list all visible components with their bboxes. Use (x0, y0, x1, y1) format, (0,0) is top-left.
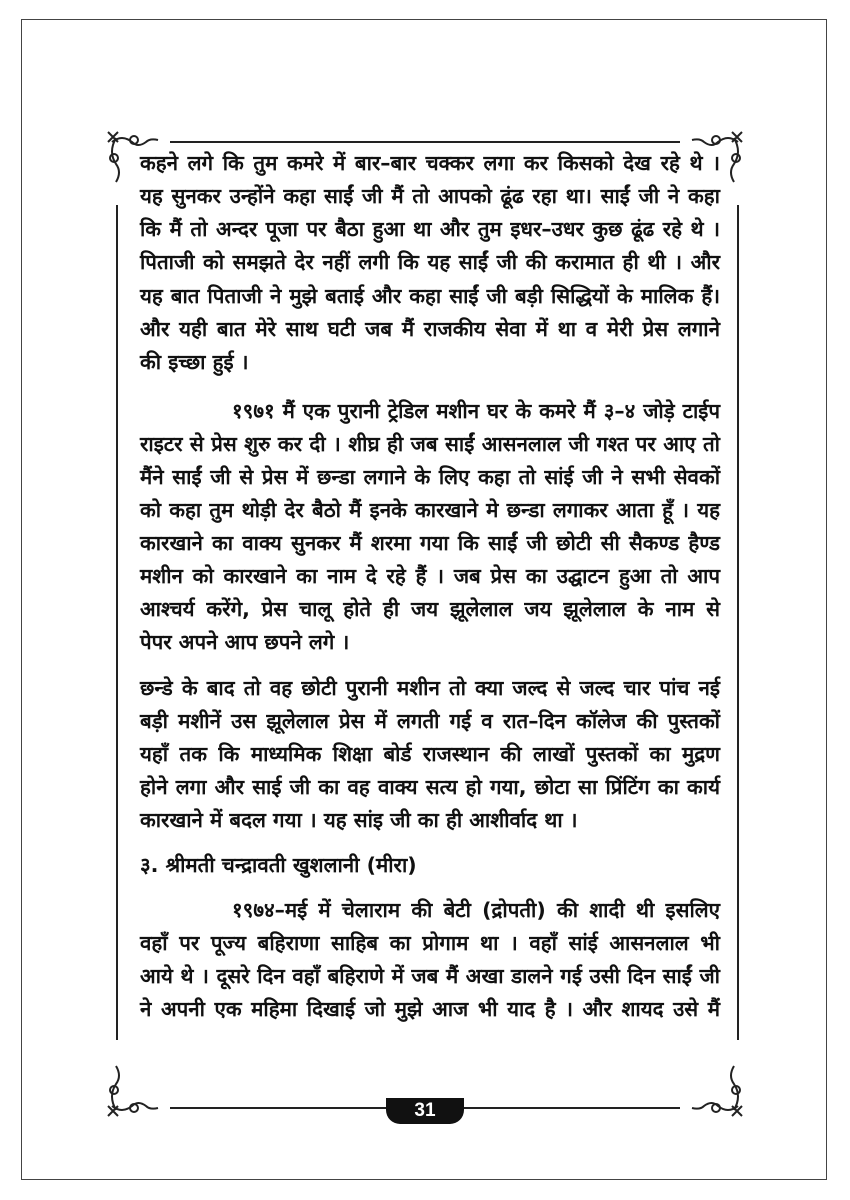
text-line: छन्डे के बाद तो वह छोटी पुरानी मशीन तो क्या जल्द से जल्द चार पांच नई (140, 676, 720, 700)
text-line: ने अपनी एक महिमा दिखाई जो मुझे आज भी याद है । और शायद उसे मैं (140, 997, 720, 1021)
ornament-corner-bottom-right-icon (686, 1060, 746, 1120)
text-line: पेपर अपने आप छपने लगे । (140, 630, 350, 654)
text-line: कि मैं तो अन्दर पूजा पर बैठा हुआ था और तुम इधर–उधर कुछ ढूंढ रहे थे । (140, 217, 720, 241)
text-line: १९७४–मई में चेलाराम की बेटी (द्रोपती) की शादी थी इसलिए (232, 898, 720, 922)
text-line: कहने लगे कि तुम कमरे में बार–बार चक्कर लगा कर किसको देख रहे थे । (140, 151, 720, 175)
ornament-corner-bottom-left-icon (104, 1060, 164, 1120)
text-line: और यही बात मेरे साथ घटी जब मैं राजकीय सेवा में था व मेरी प्रेस लगाने (140, 317, 720, 341)
text-line: पिताजी को समझते देर नहीं लगी कि यह साईं जी की करामात ही थी । और (140, 250, 720, 274)
text-line: होने लगा और साई जी का वह वाक्य सत्य हो गया, छोटा सा प्रिंटिंग का कार्य (140, 775, 720, 799)
text-line: की इच्छा हुई । (140, 350, 249, 374)
text-line: यह बात पिताजी ने मुझे बताई और कहा साईं जी बड़ी सिद्धियों के मालिक हैं। (140, 284, 720, 308)
text-line: आश्चर्य करेंगे, प्रेस चालू होते ही जय झूलेलाल जय झूलेलाल के नाम से (140, 597, 720, 621)
text-line: कारखाने में बदल गया । यह सांइ जी का ही आशीर्वाद था । (140, 808, 578, 832)
text-line: आये थे । दूसरे दिन वहाँ बहिराणे में जब मैं अखा डालने गई उसी दिन साईं जी (140, 964, 720, 988)
text-line: वहाँ पर पूज्य बहिराणा साहिब का प्रोगाम था । वहाँ सांई आसनलाल भी (140, 931, 720, 955)
text-line: मशीन को कारखाने का नाम दे रहे हैं । जब प्रेस का उद्घाटन हुआ तो आप (140, 564, 720, 588)
frame-left-line (116, 205, 118, 1040)
frame-top-line (170, 141, 680, 143)
section-heading: ३. श्रीमती चन्द्रावती खुशलानी (मीरा) (140, 853, 417, 877)
frame-right-line (737, 205, 739, 1040)
text-line: को कहा तुम थोड़ी देर बैठो मैं इनके कारखाने मे छन्डा लगाकर आता हूँ । यह (140, 498, 720, 522)
text-line: राइटर से प्रेस शुरु कर दी । शीघ्र ही जब साईं आसनलाल जी गश्त पर आए तो (140, 432, 720, 456)
text-line: कारखाने का वाक्य सुनकर मैं शरमा गया कि साईं जी छोटी सी सैकण्ड हैण्ड (140, 531, 720, 555)
text-line: बड़ी मशीनें उस झूलेलाल प्रेस में लगती गई व रात–दिन कॉलेज की पुस्तकों (140, 709, 720, 733)
text-line: यहाँ तक कि माध्यमिक शिक्षा बोर्ड राजस्थान की लाखों पुस्तकों का मुद्रण (140, 742, 720, 766)
text-line: यह सुनकर उन्होंने कहा साईं जी मैं तो आपको ढूंढ रहा था। साईं जी ने कहा (140, 184, 720, 208)
text-line: १९७१ मैं एक पुरानी ट्रेडिल मशीन घर के कमरे मैं ३–४ जोड़े टाईप (232, 399, 720, 423)
text-line: मैंने साईं जी से प्रेस में छन्डा लगाने के लिए कहा तो सांई जी ने सभी सेवकों (140, 465, 720, 489)
page-number: 31 (386, 1098, 464, 1124)
